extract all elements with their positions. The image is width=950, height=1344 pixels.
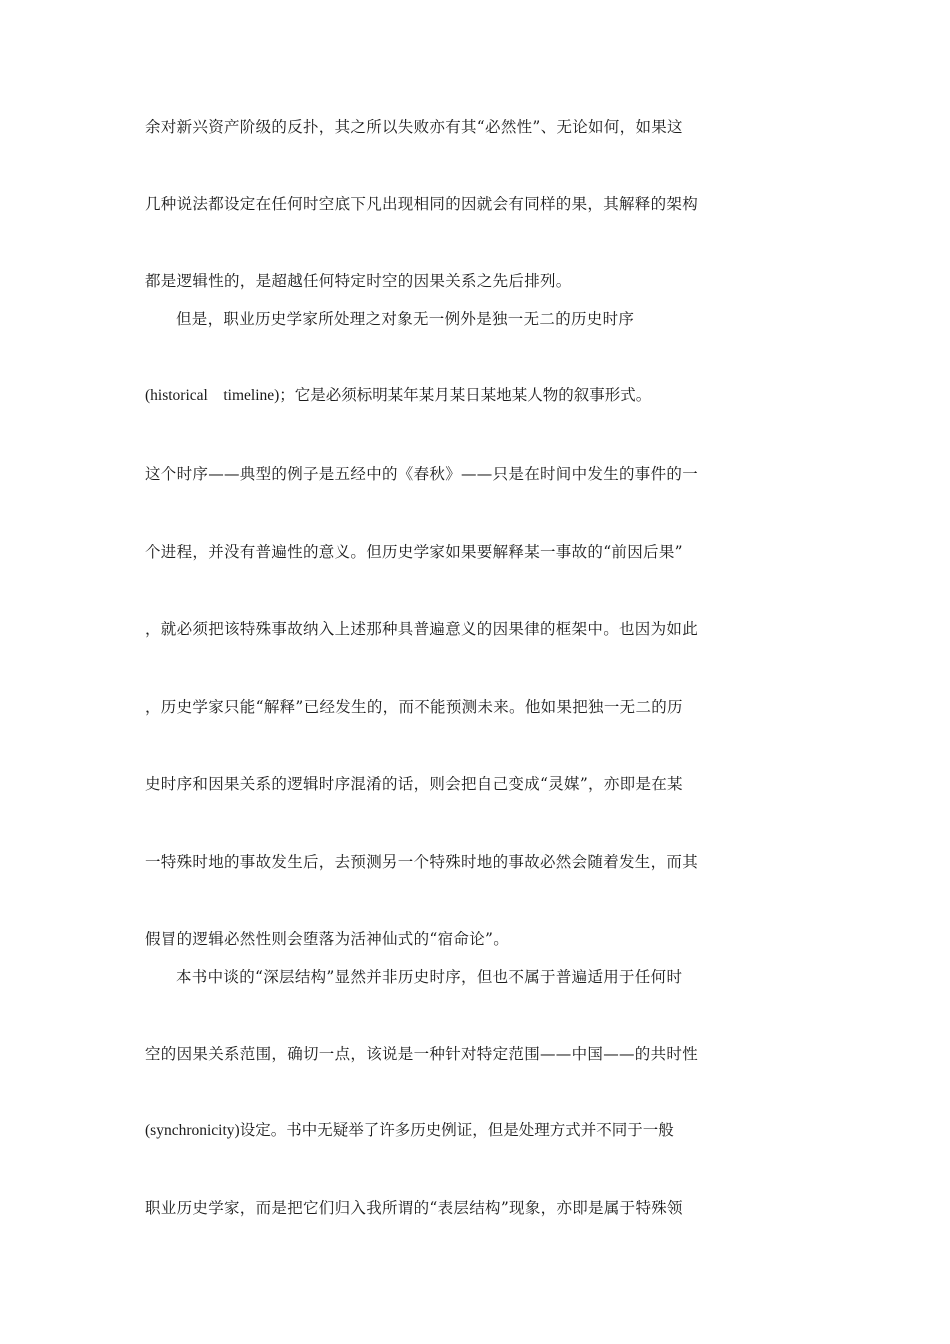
text-line-12: 假冒的逻辑必然性则会堕落为活神仙式的“宿命论”。 <box>145 930 510 948</box>
text-line-16: 职业历史学家，而是把它们归入我所谓的“表层结构”现象，亦即是属于特殊领 <box>145 1199 683 1217</box>
text-line-9: ，历史学家只能“解释”已经发生的，而不能预测未来。他如果把独一无二的历 <box>145 698 683 716</box>
text-line-7: 个进程，并没有普遍性的意义。但历史学家如果要解释某一事故的“前因后果” <box>145 543 683 561</box>
text-line-3: 都是逻辑性的，是超越任何特定时空的因果关系之先后排列。 <box>145 272 572 290</box>
text-line-5: (historical timeline)；它是必须标明某年某月某日某地某人物的叙事形式。 <box>145 387 652 404</box>
text-line-15: (synchronicity)设定。书中无疑举了许多历史例证，但是处理方式并不同于一般 <box>145 1122 674 1139</box>
text-line-6: 这个时序——典型的例子是五经中的《春秋》——只是在时间中发生的事件的一 <box>145 465 699 483</box>
text-line-14: 空的因果关系范围，确切一点，该说是一种针对特定范围——中国——的共时性 <box>145 1045 699 1063</box>
text-line-8: ，就必须把该特殊事故纳入上述那种具普遍意义的因果律的框架中。也因为如此 <box>145 620 699 638</box>
text-line-11: 一特殊时地的事故发生后，去预测另一个特殊时地的事故必然会随着发生，而其 <box>145 853 699 871</box>
text-line-10: 史时序和因果关系的逻辑时序混淆的话，则会把自己变成“灵媒”，亦即是在某 <box>145 775 683 793</box>
paragraph-start-line-13: 本书中谈的“深层结构”显然并非历史时序，但也不属于普遍适用于任何时 <box>176 968 683 986</box>
text-line-2: 几种说法都设定在任何时空底下凡出现相同的因就会有同样的果，其解释的架构 <box>145 195 699 213</box>
paragraph-start-line-4: 但是，职业历史学家所处理之对象无一例外是独一无二的历史时序 <box>176 310 635 328</box>
text-line-1: 余对新兴资产阶级的反扑，其之所以失败亦有其“必然性”、无论如何，如果这 <box>145 118 683 136</box>
